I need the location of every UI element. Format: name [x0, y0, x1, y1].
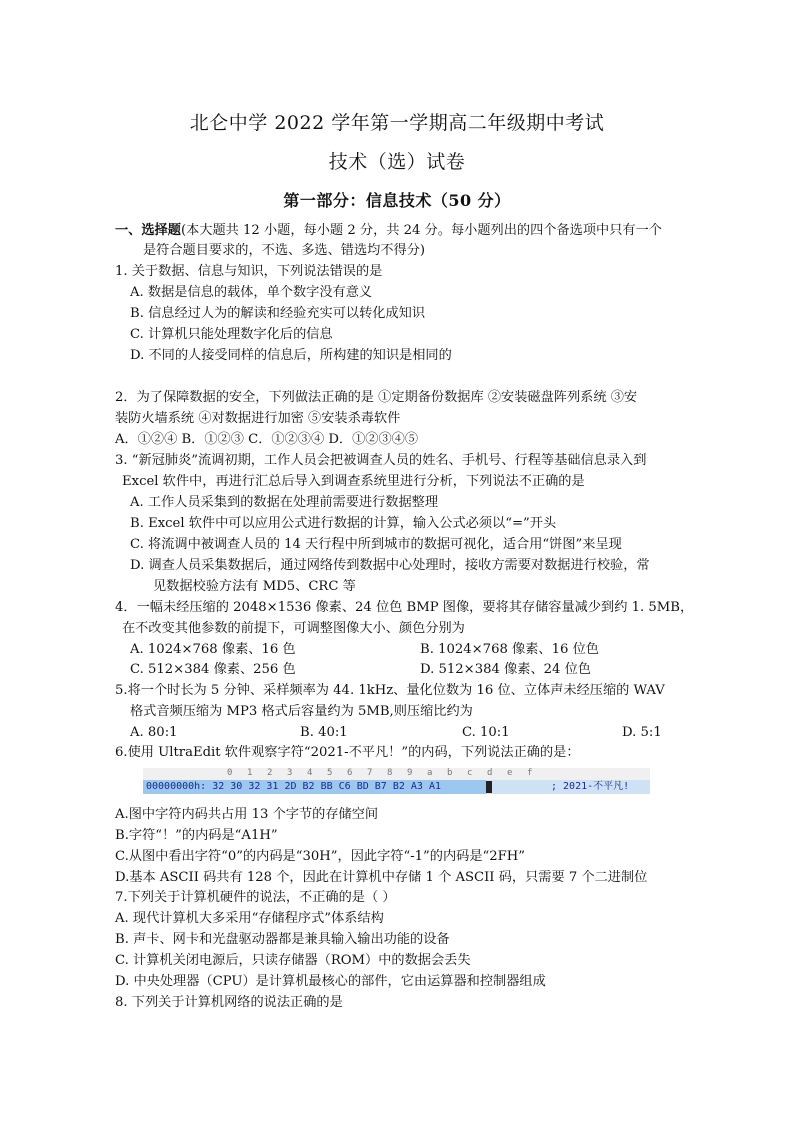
q2-options: A．①②④ B．①②③ C．①②③④ D．①②③④⑤ [115, 432, 419, 447]
q5-option-b: B. 40:1 [300, 725, 348, 740]
q1-option-c: C. 计算机只能处理数字化后的信息 [130, 327, 333, 342]
hex-ruler-label: f [527, 768, 533, 778]
q6-option-c: C.从图中看出字符“0”的内码是“30H”，因此字符“-1”的内码是“2FH” [115, 849, 526, 864]
q6-stem: 6.使用 UltraEdit 软件观察字符“2021-不平凡！”的内码，下列说法正确的是： [115, 745, 580, 760]
q4-option-c: C. 512×384 像素、256 色 [130, 662, 296, 677]
hex-ruler-label: 2 [267, 768, 273, 778]
q1-option-a: A. 数据是信息的载体，单个数字没有意义 [130, 285, 373, 300]
exam-title: 北仑中学 2022 学年第一学期高二年级期中考试 [189, 112, 605, 134]
q7-option-c: C. 计算机关闭电源后，只读存储器（ROM）中的数据会丢失 [115, 953, 471, 968]
q1-option-d: D. 不同的人接受同样的信息后，所构建的知识是相同的 [130, 348, 452, 363]
hex-ascii-column: ; 2021-不平凡! [551, 781, 630, 792]
q5-stem-line-1: 5.将一个时长为 5 分钟、采样频率为 44. 1kHz、量化位数为 16 位、立体声未经压缩的 WAV [115, 683, 665, 698]
q5-stem-line-2: 格式音频压缩为 MP3 格式后容量约为 5MB,则压缩比约为 [130, 704, 473, 719]
q2-stem-line-1: 2．为了保障数据的安全，下列做法正确的是 ①定期备份数据库 ②安装磁盘阵列系统 ③安 [115, 390, 638, 405]
q5-option-c: C. 10:1 [462, 725, 510, 740]
hex-column-ruler [143, 768, 650, 780]
hex-ruler-label: 1 [247, 768, 253, 778]
q7-option-d: D. 中央处理器（CPU）是计算机最核心的部件，它由运算器和控制器组成 [115, 974, 546, 989]
section-heading: 一、选择题 [115, 223, 181, 238]
hex-ruler-label: a [427, 768, 433, 778]
q7-stem: 7.下列关于计算机硬件的说法，不正确的是（ ） [115, 890, 396, 905]
q7-option-b: B. 声卡、网卡和光盘驱动器都是兼具输入输出功能的设备 [115, 932, 450, 947]
hex-data-row [143, 780, 650, 794]
part-heading: 第一部分：信息技术（50 分） [283, 191, 511, 210]
hex-ruler-label: 7 [367, 768, 373, 778]
hex-bytes: 00000000h: 32 30 32 31 2D B2 BB C6 BD B7 B2 A3 A1 [146, 781, 442, 792]
text-cursor [486, 781, 492, 793]
q8-stem: 8. 下列关于计算机网络的说法正确的是 [115, 995, 343, 1010]
q5-option-a: A. 80:1 [130, 725, 178, 740]
q1-option-b: B. 信息经过人为的解读和经验充实可以转化成知识 [130, 306, 426, 321]
q4-stem-line-2: 在不改变其他参数的前提下，可调整图像大小、颜色分别为 [122, 621, 465, 636]
hex-ruler-label: 0 [227, 768, 233, 778]
exam-subtitle: 技术（选）试卷 [328, 151, 466, 173]
q3-stem-line-2: Excel 软件中，再进行汇总后导入到调查系统里进行分析，下列说法不正确的是 [122, 474, 585, 489]
hex-ruler-label: 4 [307, 768, 313, 778]
section-intro-line-2: 是符合题目要求的，不选、多选、错选均不得分) [143, 243, 426, 258]
hex-ruler-label: d [487, 768, 493, 778]
q4-option-b: B. 1024×768 像素、16 位色 [420, 642, 599, 657]
q7-option-a: A. 现代计算机大多采用“存储程序式”体系结构 [115, 911, 384, 926]
q4-stem-line-1: 4．一幅未经压缩的 2048×1536 像素、24 位色 BMP 图像，要将其存储容量减少到约 1. 5MB， [115, 600, 694, 615]
q1-stem: 1. 关于数据、信息与知识，下列说法错误的是 [115, 264, 383, 279]
q3-option-d-line-2: 见数据校验方法有 MD5、CRC 等 [153, 579, 356, 594]
ultraedit-hex-view [143, 768, 650, 796]
q4-option-d: D. 512×384 像素、24 位色 [420, 662, 591, 677]
q6-option-b: B.字符“！”的内码是“A1H” [115, 828, 278, 843]
q3-option-d-line-1: D. 调查人员采集数据后，通过网络传到数据中心处理时，接收方需要对数据进行校验，常 [130, 558, 650, 573]
q4-option-a: A. 1024×768 像素、16 色 [130, 642, 296, 657]
q2-stem-line-2: 装防火墙系统 ④对数据进行加密 ⑤安装杀毒软件 [115, 411, 401, 426]
q6-option-d: D.基本 ASCII 码共有 128 个，因此在计算机中存储 1 个 ASCII 码，只需要 7 个二进制位 [115, 870, 648, 885]
section-intro-text: (本大题共 12 小题，每小题 2 分，共 24 分。每小题列出的四个备选项中只有一个 [180, 223, 662, 238]
hex-ruler-label: 9 [407, 768, 413, 778]
hex-ruler-label: 3 [287, 768, 293, 778]
hex-ruler-label: b [447, 768, 453, 778]
hex-ruler-label: 5 [327, 768, 333, 778]
hex-ruler-label: e [507, 768, 513, 778]
q3-stem-line-1: 3. “新冠肺炎”流调初期，工作人员会把被调查人员的姓名、手机号、行程等基础信息录入到 [115, 453, 647, 468]
hex-ruler-label: 6 [347, 768, 353, 778]
q3-option-b: B. Excel 软件中可以应用公式进行数据的计算，输入公式必须以“=”开头 [130, 516, 557, 531]
section-intro-line-1 [115, 222, 662, 240]
hex-ruler-label: 8 [387, 768, 393, 778]
q3-option-c: C. 将流调中被调查人员的 14 天行程中所到城市的数据可视化，适合用“饼图”来呈现 [130, 537, 622, 552]
q3-option-a: A. 工作人员采集到的数据在处理前需要进行数据整理 [130, 495, 439, 510]
q6-option-a: A.图中字符内码共占用 13 个字节的存储空间 [115, 807, 379, 822]
hex-ruler-label: c [467, 768, 473, 778]
q5-option-d: D. 5:1 [622, 725, 662, 740]
